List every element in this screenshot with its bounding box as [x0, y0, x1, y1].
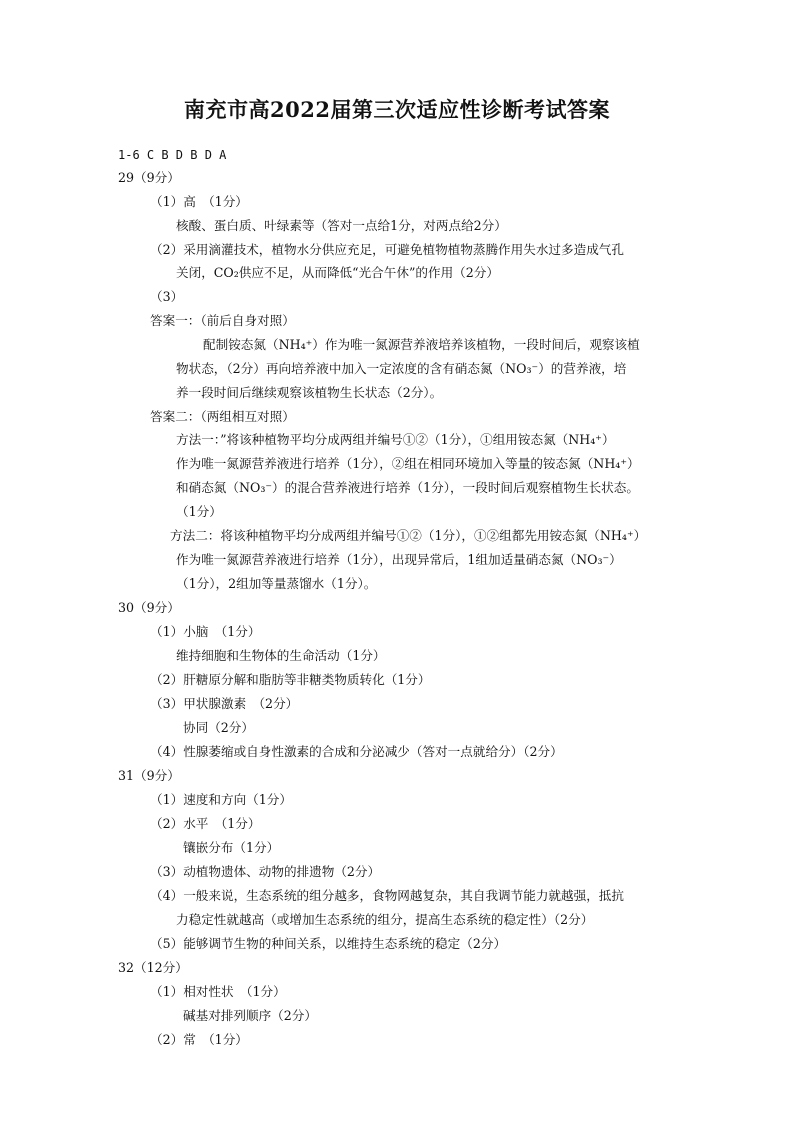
q29-answer-2-label: 答案二：（两组相互对照） — [150, 409, 295, 424]
q32-1-detail: 碱基对排列顺序（2分） — [183, 1008, 317, 1023]
q31-3: （3）动植物遗体、动物的排遗物（2分） — [150, 864, 381, 879]
q30-4: （4）性腺萎缩或自身性激素的合成和分泌减少（答对一点就给分）（2分） — [150, 744, 563, 759]
q31-2-detail: 镶嵌分布（1分） — [183, 840, 280, 855]
q29-3: （3） — [150, 289, 184, 304]
q32-2: （2）常 （1分） — [150, 1032, 248, 1047]
q30-2: （2）肝糖原分解和脂肪等非糖类物质转化（1分） — [150, 672, 431, 687]
q30-1: （1）小脑 （1分） — [150, 624, 261, 639]
q31-5: （5）能够调节生物的种间关系，以维持生态系统的稳定（2分） — [150, 936, 507, 951]
q29-method-2-line2: 作为唯一氮源营养液进行培养（1分），出现异常后，1组加适量硝态氮（NO₃⁻） — [176, 552, 622, 567]
q31-4: （4）一般来说，生态系统的组分越多，食物网越复杂，其自我调节能力就越强，抵抗 — [150, 888, 624, 903]
q29-method-1-line2: 作为唯一氮源营养液进行培养（1分），②组在相同环境加入等量的铵态氮（NH₄⁺） — [176, 456, 640, 471]
q32-header: 32（12分） — [118, 960, 188, 975]
q31-4-cont: 力稳定性就越高（或增加生态系统的组分，提高生态系统的稳定性）（2分） — [176, 912, 594, 927]
q29-method-1-line1: 方法一：”将该种植物平均分成两组并编号①②（1分），①组用铵态氮（NH₄⁺） — [176, 432, 615, 447]
q30-header: 30（9分） — [118, 600, 180, 615]
q29-header: 29（9分） — [118, 170, 180, 185]
q30-1-detail: 维持细胞和生物体的生命活动（1分） — [176, 648, 386, 663]
q31-header: 31（9分） — [118, 768, 180, 783]
q29-1-detail: 核酸、蛋白质、叶绿素等（答对一点给1分，对两点给2分） — [176, 218, 507, 233]
q29-method-2-line1: 方法二：将该种植物平均分成两组并编号①②（1分），①②组都先用铵态氮（NH₄⁺） — [170, 528, 647, 543]
page-title: 南充市高2022届第三次适应性诊断考试答案 — [184, 97, 610, 122]
q29-answer-1-line2: 物状态，（2分）再向培养液中加入一定浓度的含有硝态氮（NO₃⁻）的营养液，培 — [176, 361, 627, 376]
q32-1: （1）相对性状 （1分） — [150, 984, 286, 999]
q29-method-1-line3: 和硝态氮（NO₃⁻）的混合营养液进行培养（1分），一段时间后观察植物生长状态。 — [176, 480, 639, 495]
q29-1: （1）高 （1分） — [150, 194, 248, 209]
q30-3-detail: 协同（2分） — [183, 720, 254, 735]
q29-2-cont: 关闭，CO₂供应不足，从而降低“光合午休”的作用（2分） — [176, 265, 499, 280]
q29-answer-1-line1: 配制铵态氮（NH₄⁺）作为唯一氮源营养液培养该植物，一段时间后，观察该植 — [203, 337, 640, 352]
q31-1: （1）速度和方向（1分） — [150, 792, 292, 807]
q29-method-2-line3: （1分），2组加等量蒸馏水（1分）。 — [176, 576, 377, 591]
q31-2: （2）水平 （1分） — [150, 816, 261, 831]
q30-3: （3）甲状腺激素 （2分） — [150, 696, 299, 711]
q29-2: （2）采用滴灌技术，植物水分供应充足，可避免植物植物蒸腾作用失水过多造成气孔 — [150, 242, 624, 257]
q29-method-1-line4: （1分） — [176, 504, 222, 519]
q29-answer-1-line3: 养一段时间后继续观察该植物生长状态（2分）。 — [176, 385, 443, 400]
answer-1-6: 1-6 C B D B D A — [118, 148, 227, 162]
q29-answer-1-label: 答案一：（前后自身对照） — [150, 313, 295, 328]
